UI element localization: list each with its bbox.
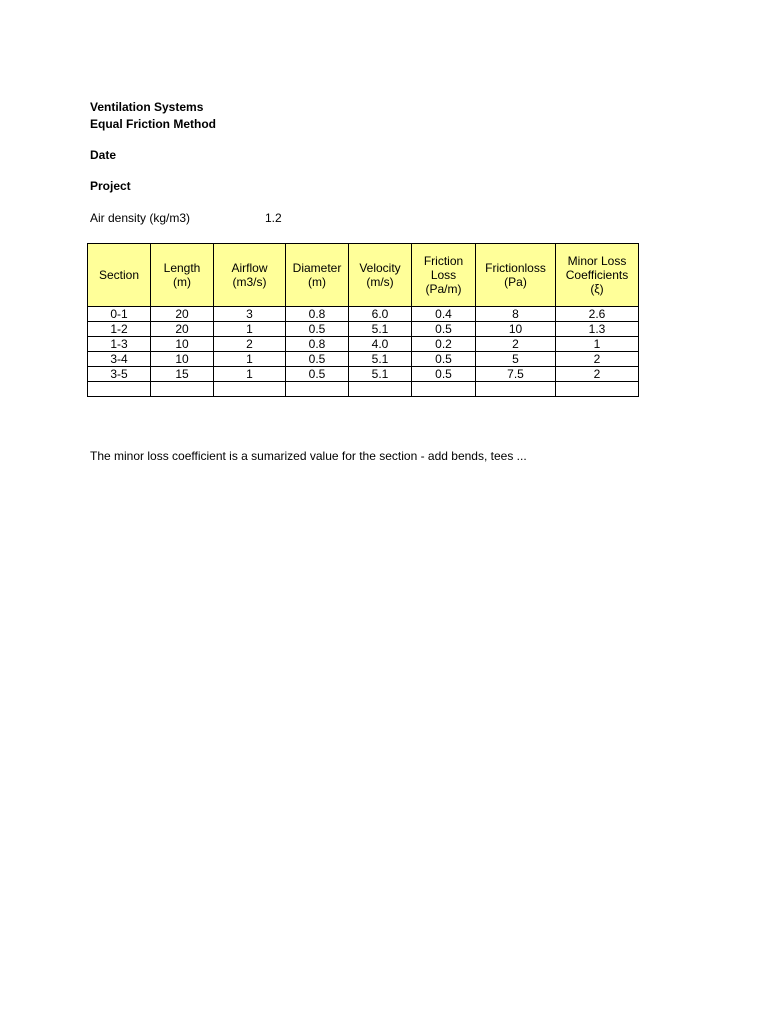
air-density-value: 1.2 bbox=[265, 211, 282, 225]
air-density-label: Air density (kg/m3) bbox=[90, 211, 191, 225]
column-header-line: Coefficients bbox=[565, 268, 629, 282]
table-cell: 15 bbox=[151, 367, 214, 382]
column-header bbox=[556, 244, 639, 307]
column-header bbox=[286, 244, 349, 307]
table-cell: 20 bbox=[151, 322, 214, 337]
table-cell: 3 bbox=[214, 307, 286, 322]
table-cell: 0.5 bbox=[286, 322, 349, 337]
table-cell: 10 bbox=[151, 337, 214, 352]
table-cell: 0.5 bbox=[412, 367, 476, 382]
column-header-line: Airflow bbox=[231, 261, 268, 275]
table-cell bbox=[556, 382, 639, 397]
table-cell bbox=[88, 382, 151, 397]
table-cell: 1 bbox=[556, 337, 639, 352]
table-header-row bbox=[88, 244, 639, 307]
column-header-line: (m/s) bbox=[366, 275, 394, 289]
table-row bbox=[88, 367, 639, 382]
date-label: Date bbox=[90, 148, 117, 162]
table-cell: 0.5 bbox=[286, 367, 349, 382]
table-cell: 3-5 bbox=[88, 367, 151, 382]
table-cell: 0.5 bbox=[286, 352, 349, 367]
table-cell: 1.3 bbox=[556, 322, 639, 337]
table-cell: 1 bbox=[214, 322, 286, 337]
table-cell bbox=[412, 382, 476, 397]
table-cell: 5.1 bbox=[349, 352, 412, 367]
column-header-line: Friction bbox=[423, 254, 464, 268]
table-row bbox=[88, 307, 639, 322]
column-header-line: Loss bbox=[430, 268, 457, 282]
column-header-line: Section bbox=[98, 268, 140, 282]
table-cell: 0.8 bbox=[286, 307, 349, 322]
table-cell bbox=[476, 382, 556, 397]
table-cell: 2 bbox=[214, 337, 286, 352]
table-cell: 10 bbox=[476, 322, 556, 337]
column-header bbox=[151, 244, 214, 307]
duct-sections-table bbox=[87, 243, 639, 397]
table-cell: 5.1 bbox=[349, 322, 412, 337]
table-cell: 1-3 bbox=[88, 337, 151, 352]
column-header bbox=[476, 244, 556, 307]
column-header-line: (m) bbox=[308, 275, 326, 289]
table-cell: 0.2 bbox=[412, 337, 476, 352]
table-cell bbox=[349, 382, 412, 397]
table-cell: 5.1 bbox=[349, 367, 412, 382]
table-cell: 1 bbox=[214, 352, 286, 367]
table-row bbox=[88, 382, 639, 397]
table-cell: 8 bbox=[476, 307, 556, 322]
column-header-line: (Pa/m) bbox=[425, 282, 462, 296]
table-cell: 4.0 bbox=[349, 337, 412, 352]
table-cell: 2.6 bbox=[556, 307, 639, 322]
table-cell bbox=[151, 382, 214, 397]
column-header-line: Length bbox=[163, 261, 201, 275]
table-cell: 0-1 bbox=[88, 307, 151, 322]
column-header-line: (m) bbox=[173, 275, 191, 289]
table-cell: 3-4 bbox=[88, 352, 151, 367]
column-header bbox=[214, 244, 286, 307]
table-cell: 10 bbox=[151, 352, 214, 367]
column-header-line: (ξ) bbox=[590, 282, 604, 296]
table-cell: 2 bbox=[476, 337, 556, 352]
table-cell: 5 bbox=[476, 352, 556, 367]
column-header-line: Minor Loss bbox=[567, 254, 627, 268]
column-header-line: Frictionloss bbox=[485, 261, 546, 275]
column-header-line: Diameter bbox=[292, 261, 342, 275]
table-row bbox=[88, 337, 639, 352]
column-header bbox=[349, 244, 412, 307]
table-cell bbox=[214, 382, 286, 397]
table-cell: 0.8 bbox=[286, 337, 349, 352]
table-cell: 1 bbox=[214, 367, 286, 382]
table-cell: 2 bbox=[556, 352, 639, 367]
document-subtitle: Equal Friction Method bbox=[90, 117, 216, 131]
column-header-line: (Pa) bbox=[504, 275, 527, 289]
table-cell: 0.4 bbox=[412, 307, 476, 322]
table-cell: 20 bbox=[151, 307, 214, 322]
table-row bbox=[88, 322, 639, 337]
table-cell: 6.0 bbox=[349, 307, 412, 322]
column-header bbox=[88, 244, 151, 307]
table-body bbox=[88, 307, 639, 397]
table-cell: 2 bbox=[556, 367, 639, 382]
document-title: Ventilation Systems bbox=[90, 100, 204, 114]
project-label: Project bbox=[90, 179, 131, 193]
table-cell: 1-2 bbox=[88, 322, 151, 337]
column-header-line: (m3/s) bbox=[232, 275, 267, 289]
table-cell: 0.5 bbox=[412, 322, 476, 337]
table-cell: 0.5 bbox=[412, 352, 476, 367]
column-header bbox=[412, 244, 476, 307]
minor-loss-note: The minor loss coefficient is a sumarized value for the section - add bends, tees ... bbox=[90, 449, 527, 463]
table-cell bbox=[286, 382, 349, 397]
column-header-line: Velocity bbox=[359, 261, 401, 275]
table-row bbox=[88, 352, 639, 367]
table-cell: 7.5 bbox=[476, 367, 556, 382]
